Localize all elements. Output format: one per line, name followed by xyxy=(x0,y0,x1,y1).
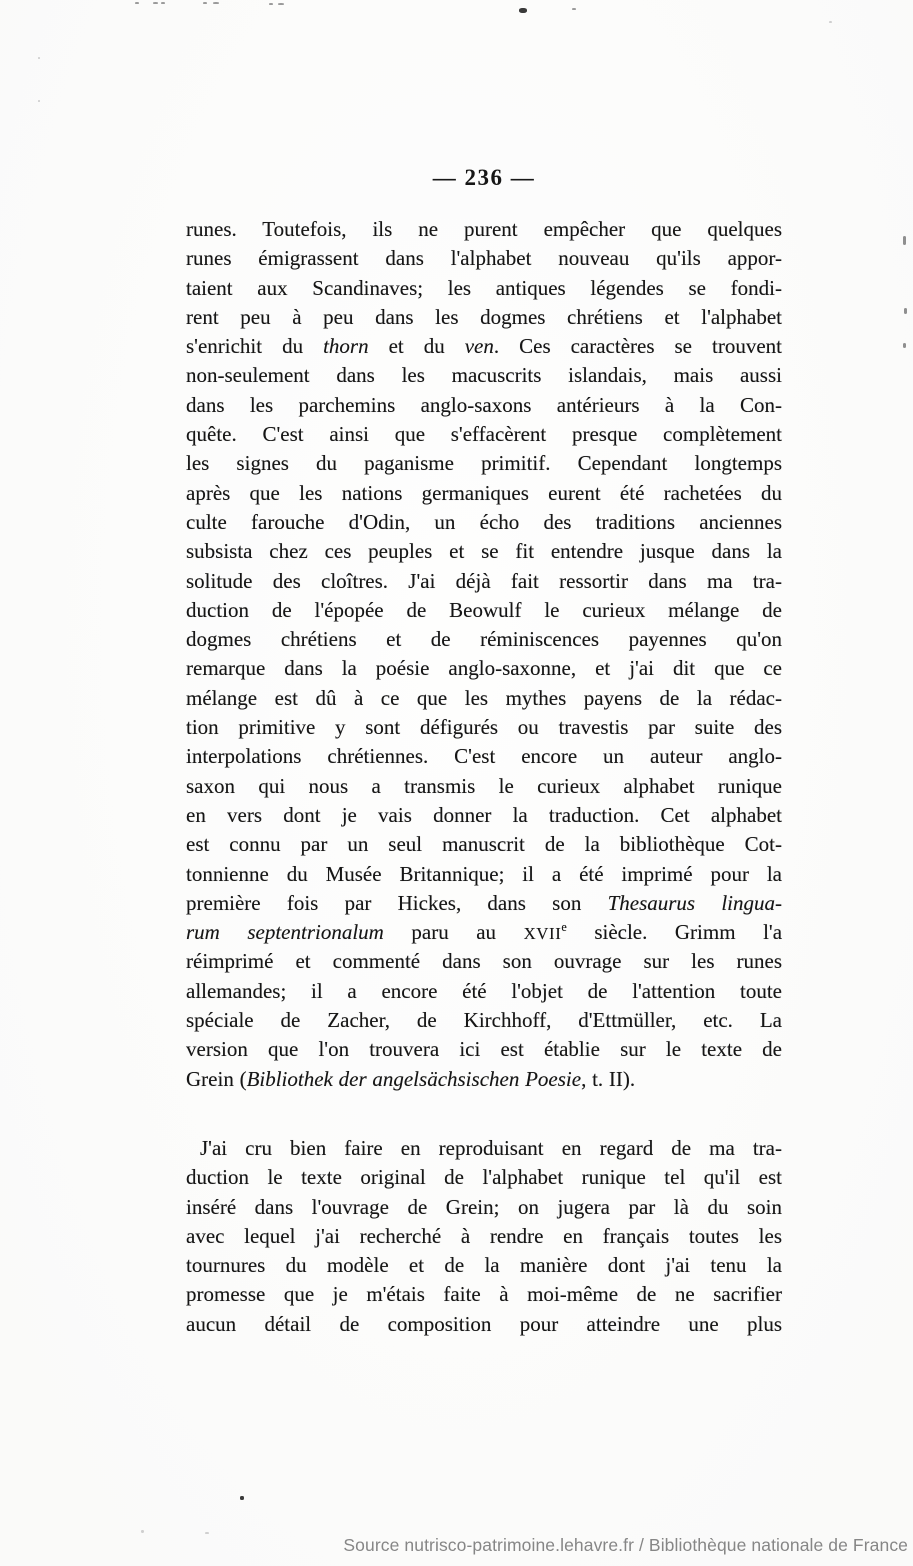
text-line: tonnienne du Musée Britannique; il a été imprimé pour la xyxy=(186,861,782,886)
text-line: dans les parchemins anglo-saxons antérieurs à la Con- xyxy=(186,392,782,417)
text-line: subsista chez ces peuples et se fit entendre jusque dans la xyxy=(186,539,782,564)
paragraph xyxy=(186,1134,782,1339)
scan-speck xyxy=(572,8,576,10)
page-number: — 236 — xyxy=(432,165,536,190)
scan-speck xyxy=(135,2,139,4)
scan-speck xyxy=(269,3,273,5)
text-line: dogmes chrétiens et de réminiscences payennes qu'on xyxy=(186,627,782,652)
text-line: interpolations chrétiennes. C'est encore un auteur anglo- xyxy=(186,744,782,769)
text-line: solitude des cloîtres. J'ai déjà fait ressortir dans ma tra- xyxy=(186,568,782,593)
scan-speck xyxy=(278,3,284,5)
text-line: réimprimé et commenté dans son ouvrage sur les runes xyxy=(186,949,782,974)
text-line: quête. C'est ainsi que s'effacèrent presque complètement xyxy=(186,422,782,447)
text-line: après que les nations germaniques eurent été rachetées du xyxy=(186,480,782,505)
scan-edge-mark xyxy=(903,236,906,245)
scan-speck xyxy=(141,1530,144,1533)
text-line: runes. Toutefois, ils ne purent empêcher que quelques xyxy=(186,217,782,241)
scan-edge-mark xyxy=(903,343,906,348)
italic-text: rum septentrionalum xyxy=(186,920,384,945)
text-line: duction le texte original de l'alphabet runique tel qu'il est xyxy=(186,1165,782,1190)
scan-speck xyxy=(153,2,158,4)
text-line: promesse que je m'étais faite à moi-même de ne sacrifier xyxy=(186,1282,782,1307)
text-line: mélange est dû à ce que les mythes payens de la rédac- xyxy=(186,685,782,710)
scan-speck xyxy=(205,1532,209,1534)
paragraph xyxy=(186,215,782,1094)
text-line: remarque dans la poésie anglo-saxonne, et j'ai dit que ce xyxy=(186,656,782,681)
smallcaps-text: XVII xyxy=(523,924,562,944)
text-line: taient aux Scandinaves; les antiques légendes se fondi- xyxy=(186,275,782,300)
scan-speck xyxy=(240,1496,244,1500)
text-line: culte farouche d'Odin, un écho des traditions anciennes xyxy=(186,509,782,534)
text-line: runes émigrassent dans l'alphabet nouveau qu'ils appor- xyxy=(186,246,782,271)
text-line: spéciale de Zacher, de Kirchhoff, d'Ettmüller, etc. La xyxy=(186,1008,782,1033)
text-line: en vers dont je vais donner la traduction. Cet alphabet xyxy=(186,802,782,827)
text-line: est connu par un seul manuscrit de la bibliothèque Cot- xyxy=(186,832,782,857)
text-line: saxon qui nous a transmis le curieux alphabet runique xyxy=(186,773,782,798)
text-line: J'ai cru bien faire en reproduisant en regard de ma tra- xyxy=(200,1135,782,1160)
italic-text: ven xyxy=(464,334,494,359)
text-line: non-seulement dans les macuscrits islandais, mais aussi xyxy=(186,363,782,388)
text-line: rent peu à peu dans les dogmes chrétiens et l'alphabet xyxy=(186,304,782,329)
text-line: première fois par Hickes, dans son Thesaurus lingua- xyxy=(186,890,782,915)
scan-edge-mark xyxy=(904,308,907,314)
text-line: tion primitive y sont défigurés ou travestis par suite des xyxy=(186,715,782,740)
italic-text: thorn xyxy=(323,334,369,359)
scan-speck xyxy=(519,8,527,13)
text-line: Grein (Bibliothek der angelsächsischen Poesie, t. II). xyxy=(186,1066,636,1091)
text-line: tournures du modèle et de la manière dont j'ai tenu la xyxy=(186,1253,782,1278)
text-line: allemandes; il a encore été l'objet de l'attention toute xyxy=(186,978,782,1003)
italic-text: Thesaurus lingua- xyxy=(607,890,782,915)
scan-speck xyxy=(829,21,832,23)
text-line: rum septentrionalum paru au XVIIe siècle. Grimm l'a xyxy=(186,920,783,945)
italic-text: Bibliothek der angelsächsischen Poesie xyxy=(246,1066,582,1091)
text-line: avec lequel j'ai recherché à rendre en français toutes les xyxy=(186,1223,782,1248)
text-line: inséré dans l'ouvrage de Grein; on jugera par là du soin xyxy=(186,1194,782,1219)
text-line: aucun détail de composition pour atteindre une plus xyxy=(186,1311,782,1336)
scan-speck xyxy=(38,57,40,59)
text-block xyxy=(186,215,782,1339)
superscript-text: e xyxy=(561,920,567,935)
source-attribution: Source nutrisco-patrimoine.lehavre.fr / Bibliothèque nationale de France xyxy=(343,1535,908,1555)
scan-speck xyxy=(213,2,219,4)
text-line: version que l'on trouvera ici est établie sur le texte de xyxy=(186,1037,782,1062)
scan-speck xyxy=(38,100,40,102)
scan-speck xyxy=(161,2,165,4)
text-line: s'enrichit du thorn et du ven. Ces caractères se trouvent xyxy=(186,334,782,359)
scan-speck xyxy=(203,2,207,4)
text-line: duction de l'épopée de Beowulf le curieux mélange de xyxy=(186,597,782,622)
text-line: les signes du paganisme primitif. Cependant longtemps xyxy=(186,451,782,476)
